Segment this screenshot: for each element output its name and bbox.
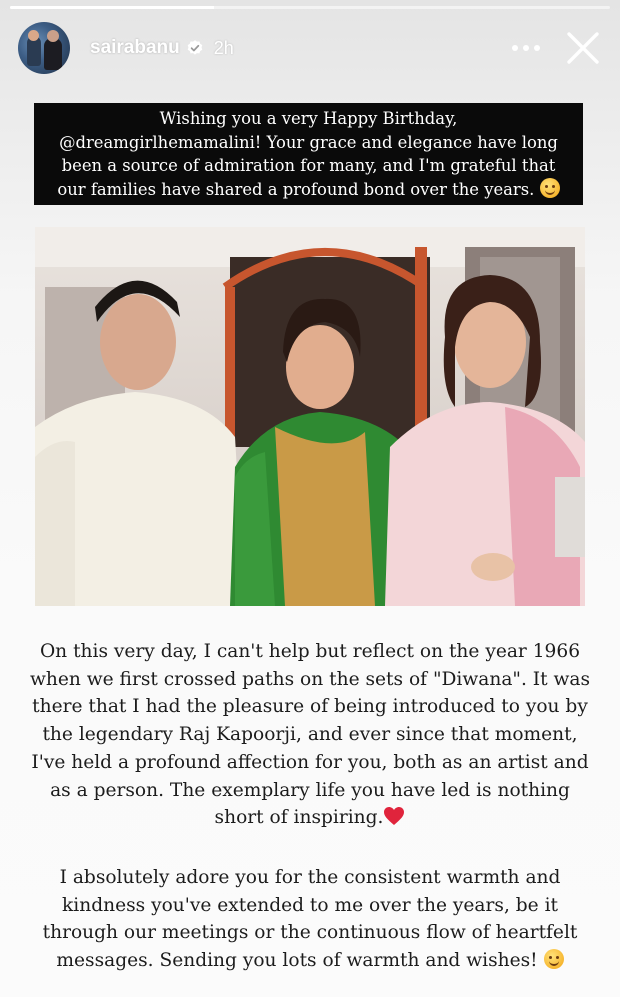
avatar[interactable]	[18, 22, 70, 74]
story-progress-fill	[10, 6, 214, 9]
story-header	[18, 22, 604, 74]
story-progress-bar	[10, 6, 610, 9]
more-options-icon[interactable]	[506, 28, 546, 68]
paragraph-line: kindness you've extended to me over the years, be it	[62, 894, 558, 916]
paragraph-line: the legendary Raj Kapoorji, and ever since that moment,	[42, 724, 578, 746]
username[interactable]: sairabanu	[90, 37, 180, 58]
caption-line: our families have shared a profound bond over the years.	[57, 179, 535, 199]
caption-line: been a source of admiration for many, and I'm grateful that	[61, 156, 556, 175]
caption-line-last	[40, 178, 577, 202]
message-paragraph-2	[12, 864, 608, 975]
smiling-face-emoji-icon	[544, 949, 564, 969]
paragraph-line: when we first crossed paths on the sets of "Diwana". It was	[29, 668, 591, 690]
story-photo[interactable]	[35, 227, 585, 606]
caption-line: @dreamgirlhemamalini! Your grace and elegance have long	[59, 132, 558, 152]
group-photo-illustration	[35, 227, 585, 606]
caption-line: Wishing you a very Happy Birthday,	[159, 109, 458, 128]
paragraph-line: I've held a profound affection for you, both as an artist and	[31, 751, 589, 773]
message-paragraph-1	[12, 638, 608, 832]
paragraph-line: short of inspiring.	[214, 807, 384, 829]
paragraph-line-last	[12, 947, 608, 975]
paragraph-line: there that I had the pleasure of being introduced to you by	[32, 696, 588, 718]
paragraph-line: On this very day, I can't help but reflect on the year 1966	[39, 641, 581, 662]
paragraph-line: I absolutely adore you for the consistent warmth and	[59, 867, 561, 888]
paragraph-line: messages. Sending you lots of warmth and wishes!	[56, 950, 538, 972]
paragraph-line-last	[12, 804, 608, 832]
close-icon[interactable]	[562, 27, 604, 69]
hugging-face-emoji-icon	[540, 178, 560, 198]
post-time: 2h	[213, 37, 234, 58]
red-heart-emoji-icon	[383, 806, 405, 826]
paragraph-line: through our meetings or the continuous flow of heartfelt	[42, 922, 578, 944]
caption-text-box	[34, 103, 583, 205]
paragraph-line: as a person. The exemplary life you have led is nothing	[50, 779, 570, 801]
verified-badge-icon	[186, 39, 204, 57]
